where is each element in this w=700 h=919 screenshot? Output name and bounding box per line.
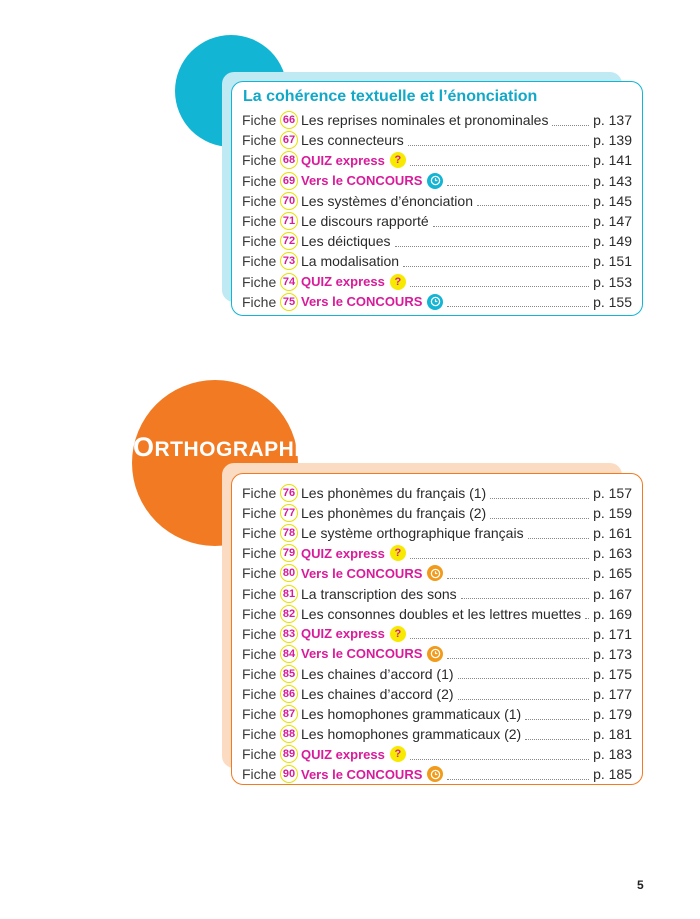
page-ref: p. 175 bbox=[593, 665, 632, 682]
fiche-label: Fiche bbox=[242, 686, 277, 702]
toc-row[interactable] bbox=[242, 523, 632, 543]
fiche-number: 90 bbox=[280, 765, 298, 783]
toc-row[interactable] bbox=[242, 211, 632, 231]
fiche-label: Fiche bbox=[242, 273, 277, 290]
fiche-number: 73 bbox=[280, 252, 298, 270]
fiche-title: Le système orthographique français bbox=[301, 525, 524, 542]
page-ref: p. 185 bbox=[593, 766, 632, 783]
page-ref: p. 143 bbox=[593, 172, 632, 189]
fiche-number: 70 bbox=[280, 192, 298, 210]
fiche-label: Fiche bbox=[242, 485, 277, 501]
question-icon: ? bbox=[390, 626, 406, 642]
page-ref: p. 141 bbox=[593, 152, 632, 169]
toc-row[interactable] bbox=[242, 543, 632, 563]
fiche-title: Vers le CONCOURS bbox=[301, 766, 423, 782]
title-initial: O bbox=[133, 432, 155, 462]
page-ref: p. 177 bbox=[593, 686, 632, 702]
fiche-number: 71 bbox=[280, 212, 298, 230]
page-ref: p. 153 bbox=[593, 273, 632, 290]
toc-row[interactable] bbox=[242, 704, 632, 724]
page-ref: p. 165 bbox=[593, 565, 632, 582]
page-ref: p. 159 bbox=[593, 505, 632, 522]
fiche-label: Fiche bbox=[242, 585, 277, 602]
fiche-title: La transcription des sons bbox=[301, 585, 457, 602]
toc-row[interactable] bbox=[242, 191, 632, 211]
question-icon: ? bbox=[390, 545, 406, 561]
page-ref: p. 145 bbox=[593, 192, 632, 209]
fiche-label: Fiche bbox=[242, 565, 277, 582]
fiche-number: 79 bbox=[280, 544, 298, 562]
fiche-number: 74 bbox=[280, 273, 298, 291]
fiche-title: Les chaines d’accord (2) bbox=[301, 686, 454, 702]
page-ref: p. 147 bbox=[593, 213, 632, 229]
toc-row[interactable] bbox=[242, 292, 632, 312]
page-ref: p. 183 bbox=[593, 746, 632, 763]
fiche-title: Les phonèmes du français (2) bbox=[301, 505, 487, 522]
fiche-number: 78 bbox=[280, 524, 298, 542]
toc-row[interactable] bbox=[242, 110, 632, 130]
fiche-title: La modalisation bbox=[301, 253, 400, 270]
fiche-title: Les homophones grammaticaux (2) bbox=[301, 726, 522, 743]
toc-row[interactable] bbox=[242, 644, 632, 664]
fiche-number: 76 bbox=[280, 484, 298, 502]
fiche-number: 87 bbox=[280, 705, 298, 723]
page-ref: p. 137 bbox=[593, 112, 632, 128]
dot-leader bbox=[490, 488, 589, 499]
fiche-label: Fiche bbox=[242, 192, 277, 209]
fiche-title: QUIZ express bbox=[301, 274, 385, 290]
toc-row[interactable] bbox=[242, 684, 632, 704]
clock-icon bbox=[427, 173, 443, 189]
fiche-title: Les reprises nominales et pronominales bbox=[301, 112, 549, 128]
dot-leader bbox=[525, 709, 589, 720]
toc-row[interactable] bbox=[242, 563, 632, 583]
dot-leader bbox=[410, 628, 589, 639]
fiche-title: Les consonnes doubles et les lettres muettes bbox=[301, 605, 582, 622]
dot-leader bbox=[447, 648, 589, 659]
toc-row[interactable] bbox=[242, 272, 632, 292]
dot-leader bbox=[410, 749, 589, 760]
dot-leader bbox=[410, 155, 589, 166]
fiche-title: Vers le CONCOURS bbox=[301, 565, 423, 581]
fiche-number: 89 bbox=[280, 745, 298, 763]
fiche-title: Vers le CONCOURS bbox=[301, 173, 423, 189]
fiche-label: Fiche bbox=[242, 112, 277, 128]
dot-leader bbox=[525, 729, 589, 740]
page-ref: p. 151 bbox=[593, 253, 632, 270]
fiche-number: 81 bbox=[280, 585, 298, 603]
toc-row[interactable] bbox=[242, 251, 632, 271]
fiche-number: 86 bbox=[280, 685, 298, 703]
title-rest: RTHOGRAPHE bbox=[154, 438, 309, 461]
fiche-number: 84 bbox=[280, 645, 298, 663]
toc-row[interactable] bbox=[242, 503, 632, 523]
fiche-number: 83 bbox=[280, 625, 298, 643]
clock-icon bbox=[427, 565, 443, 581]
dot-leader bbox=[408, 135, 589, 146]
toc-row[interactable] bbox=[242, 764, 632, 784]
dot-leader bbox=[552, 115, 589, 126]
fiche-label: Fiche bbox=[242, 213, 277, 229]
fiche-label: Fiche bbox=[242, 605, 277, 622]
fiche-number: 80 bbox=[280, 564, 298, 582]
page-ref: p. 171 bbox=[593, 625, 632, 642]
toc-row[interactable] bbox=[242, 604, 632, 624]
clock-icon bbox=[427, 766, 443, 782]
question-icon: ? bbox=[390, 274, 406, 290]
fiche-number: 66 bbox=[280, 111, 298, 129]
section-title-orthographe bbox=[133, 432, 309, 463]
question-icon: ? bbox=[390, 746, 406, 762]
page-ref: p. 149 bbox=[593, 233, 632, 250]
fiche-number: 82 bbox=[280, 605, 298, 623]
fiche-label: Fiche bbox=[242, 132, 277, 149]
dot-leader bbox=[433, 216, 589, 227]
fiche-label: Fiche bbox=[242, 706, 277, 723]
page-ref: p. 161 bbox=[593, 525, 632, 542]
fiche-title: Les phonèmes du français (1) bbox=[301, 485, 487, 501]
page-ref: p. 169 bbox=[593, 605, 632, 622]
page-ref: p. 167 bbox=[593, 585, 632, 602]
fiche-label: Fiche bbox=[242, 625, 277, 642]
page-ref: p. 157 bbox=[593, 485, 632, 501]
toc-row[interactable] bbox=[242, 584, 632, 604]
fiche-title: QUIZ express bbox=[301, 746, 385, 762]
clock-icon bbox=[427, 294, 443, 310]
fiche-label: Fiche bbox=[242, 645, 277, 662]
fiche-label: Fiche bbox=[242, 293, 277, 310]
fiche-title: QUIZ express bbox=[301, 152, 385, 168]
page-ref: p. 155 bbox=[593, 293, 632, 310]
page-ref: p. 173 bbox=[593, 645, 632, 662]
page-ref: p. 139 bbox=[593, 132, 632, 149]
fiche-title: Les systèmes d’énonciation bbox=[301, 192, 473, 209]
question-icon: ? bbox=[390, 152, 406, 168]
fiche-number: 85 bbox=[280, 665, 298, 683]
fiche-number: 69 bbox=[280, 172, 298, 190]
fiche-title: Les chaines d’accord (1) bbox=[301, 665, 454, 682]
page-ref: p. 181 bbox=[593, 726, 632, 743]
toc-row[interactable] bbox=[242, 744, 632, 764]
dot-leader bbox=[447, 296, 589, 307]
dot-leader bbox=[410, 276, 589, 287]
dot-leader bbox=[395, 236, 590, 247]
fiche-label: Fiche bbox=[242, 525, 277, 542]
toc-row[interactable] bbox=[242, 483, 632, 503]
fiche-title: Les connecteurs bbox=[301, 132, 404, 149]
dot-leader bbox=[458, 689, 590, 700]
fiche-label: Fiche bbox=[242, 505, 277, 522]
section-title-coherence: La cohérence textuelle et l’énonciation bbox=[243, 88, 538, 105]
fiche-title: Vers le CONCOURS bbox=[301, 646, 423, 662]
dot-leader bbox=[410, 548, 589, 559]
fiche-label: Fiche bbox=[242, 233, 277, 250]
toc-row[interactable] bbox=[242, 150, 632, 170]
toc-row[interactable] bbox=[242, 171, 632, 191]
toc-row[interactable] bbox=[242, 664, 632, 684]
dot-leader bbox=[458, 668, 590, 679]
fiche-label: Fiche bbox=[242, 726, 277, 743]
fiche-label: Fiche bbox=[242, 545, 277, 562]
fiche-title: Les homophones grammaticaux (1) bbox=[301, 706, 522, 723]
dot-leader bbox=[490, 508, 589, 519]
fiche-title: QUIZ express bbox=[301, 545, 385, 561]
fiche-number: 72 bbox=[280, 232, 298, 250]
page-number: 5 bbox=[637, 878, 644, 892]
fiche-title: Le discours rapporté bbox=[301, 213, 429, 229]
fiche-label: Fiche bbox=[242, 253, 277, 270]
fiche-number: 77 bbox=[280, 504, 298, 522]
fiche-label: Fiche bbox=[242, 746, 277, 763]
fiche-label: Fiche bbox=[242, 152, 277, 169]
page-ref: p. 163 bbox=[593, 545, 632, 562]
dot-leader bbox=[528, 528, 589, 539]
dot-leader bbox=[447, 568, 589, 579]
toc-row[interactable] bbox=[242, 231, 632, 251]
dot-leader bbox=[461, 588, 589, 599]
dot-leader bbox=[477, 195, 589, 206]
toc-row[interactable] bbox=[242, 624, 632, 644]
fiche-label: Fiche bbox=[242, 665, 277, 682]
dot-leader bbox=[403, 256, 589, 267]
dot-leader bbox=[447, 769, 589, 780]
fiche-number: 88 bbox=[280, 725, 298, 743]
fiche-title: Vers le CONCOURS bbox=[301, 294, 423, 310]
toc-row[interactable] bbox=[242, 724, 632, 744]
fiche-title: QUIZ express bbox=[301, 626, 385, 642]
fiche-number: 75 bbox=[280, 293, 298, 311]
dot-leader bbox=[447, 175, 589, 186]
clock-icon bbox=[427, 646, 443, 662]
fiche-label: Fiche bbox=[242, 172, 277, 189]
toc-row[interactable] bbox=[242, 130, 632, 150]
fiche-label: Fiche bbox=[242, 766, 277, 783]
fiche-number: 68 bbox=[280, 151, 298, 169]
page-ref: p. 179 bbox=[593, 706, 632, 723]
fiche-number: 67 bbox=[280, 131, 298, 149]
dot-leader bbox=[585, 608, 589, 619]
fiche-title: Les déictiques bbox=[301, 233, 391, 250]
